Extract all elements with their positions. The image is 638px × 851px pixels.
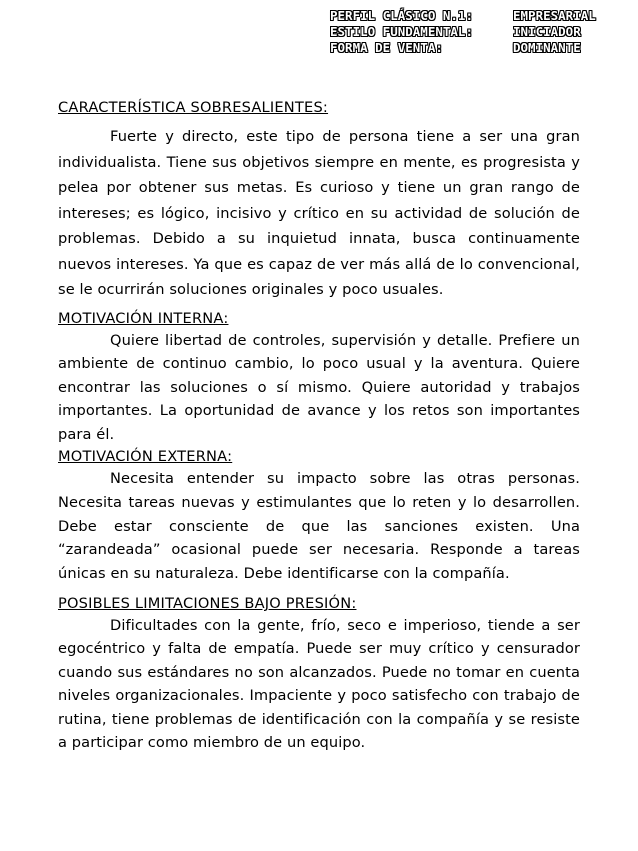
- section-motivacion-interna: [58, 309, 580, 447]
- section-body: Dificultades con la gente, frío, seco e imperioso, tiende a ser egocéntrico y falta de empatía. Puede ser muy crítico y censurador cuando sus estándares no son alcanzados. Puede no tomar en cuenta niveles organizacionales. Impaciente y poco satisfecho con trabajo de rutina, tiene problemas de identificación con la compañía y se resiste a participar como miembro de un equipo.: [58, 616, 580, 752]
- section-title: POSIBLES LIMITACIONES BAJO PRESIÓN:: [58, 594, 357, 612]
- section-limitaciones: [58, 594, 580, 755]
- section-body: Fuerte y directo, este tipo de persona tiene a ser una gran individualista. Tiene sus objetivos siempre en mente, es progresista y pelea por obtener sus metas. Es curioso y tiene un gran rango de intereses; es lógico, incisivo y crítico en su actividad de solución de problemas. Debido a su inquietud innata, busca continuamente nuevos intereses. Ya que es capaz de ver más allá de lo convencional, se le ocurrirán soluciones originales y poco usuales.: [58, 128, 580, 298]
- header-row-estilo: [330, 24, 596, 40]
- section-title: MOTIVACIÓN INTERNA:: [58, 309, 229, 327]
- header-value: INICIADOR: [513, 24, 581, 39]
- section-caracteristicas: [58, 98, 580, 303]
- section-body: Quiere libertad de controles, supervisión y detalle. Prefiere un ambiente de continuo cambio, lo poco usual y la aventura. Quiere encontrar las soluciones o sí mismo. Quiere autoridad y trabajos importantes. La oportunidad de avance y los retos son importantes para él.: [58, 331, 580, 443]
- document-content: [58, 98, 580, 755]
- header-label: PERFIL CLÁSICO N.1:: [330, 8, 473, 23]
- header-row-forma-venta: [330, 40, 596, 56]
- section-title: CARACTERÍSTICA SOBRESALIENTES:: [58, 99, 329, 116]
- section-body: Necesita entender su impacto sobre las otras personas. Necesita tareas nuevas y estimulantes que lo reten y lo desarrollen. Debe estar consciente de que las sanciones existen. Una “zarandeada” ocasional puede ser necesaria. Responde a tareas únicas en su naturaleza. Debe identificarse con la compañía.: [58, 470, 580, 583]
- header-row-perfil: [330, 8, 596, 24]
- header-label: FORMA DE VENTA:: [330, 40, 443, 55]
- section-motivacion-externa: [58, 447, 580, 586]
- profile-header: [330, 8, 596, 56]
- section-title: MOTIVACIÓN EXTERNA:: [58, 448, 233, 465]
- header-label: ESTILO FUNDAMENTAL:: [330, 24, 473, 39]
- header-value: EMPRESARIAL: [513, 8, 596, 23]
- header-value: DOMINANTE: [513, 40, 581, 55]
